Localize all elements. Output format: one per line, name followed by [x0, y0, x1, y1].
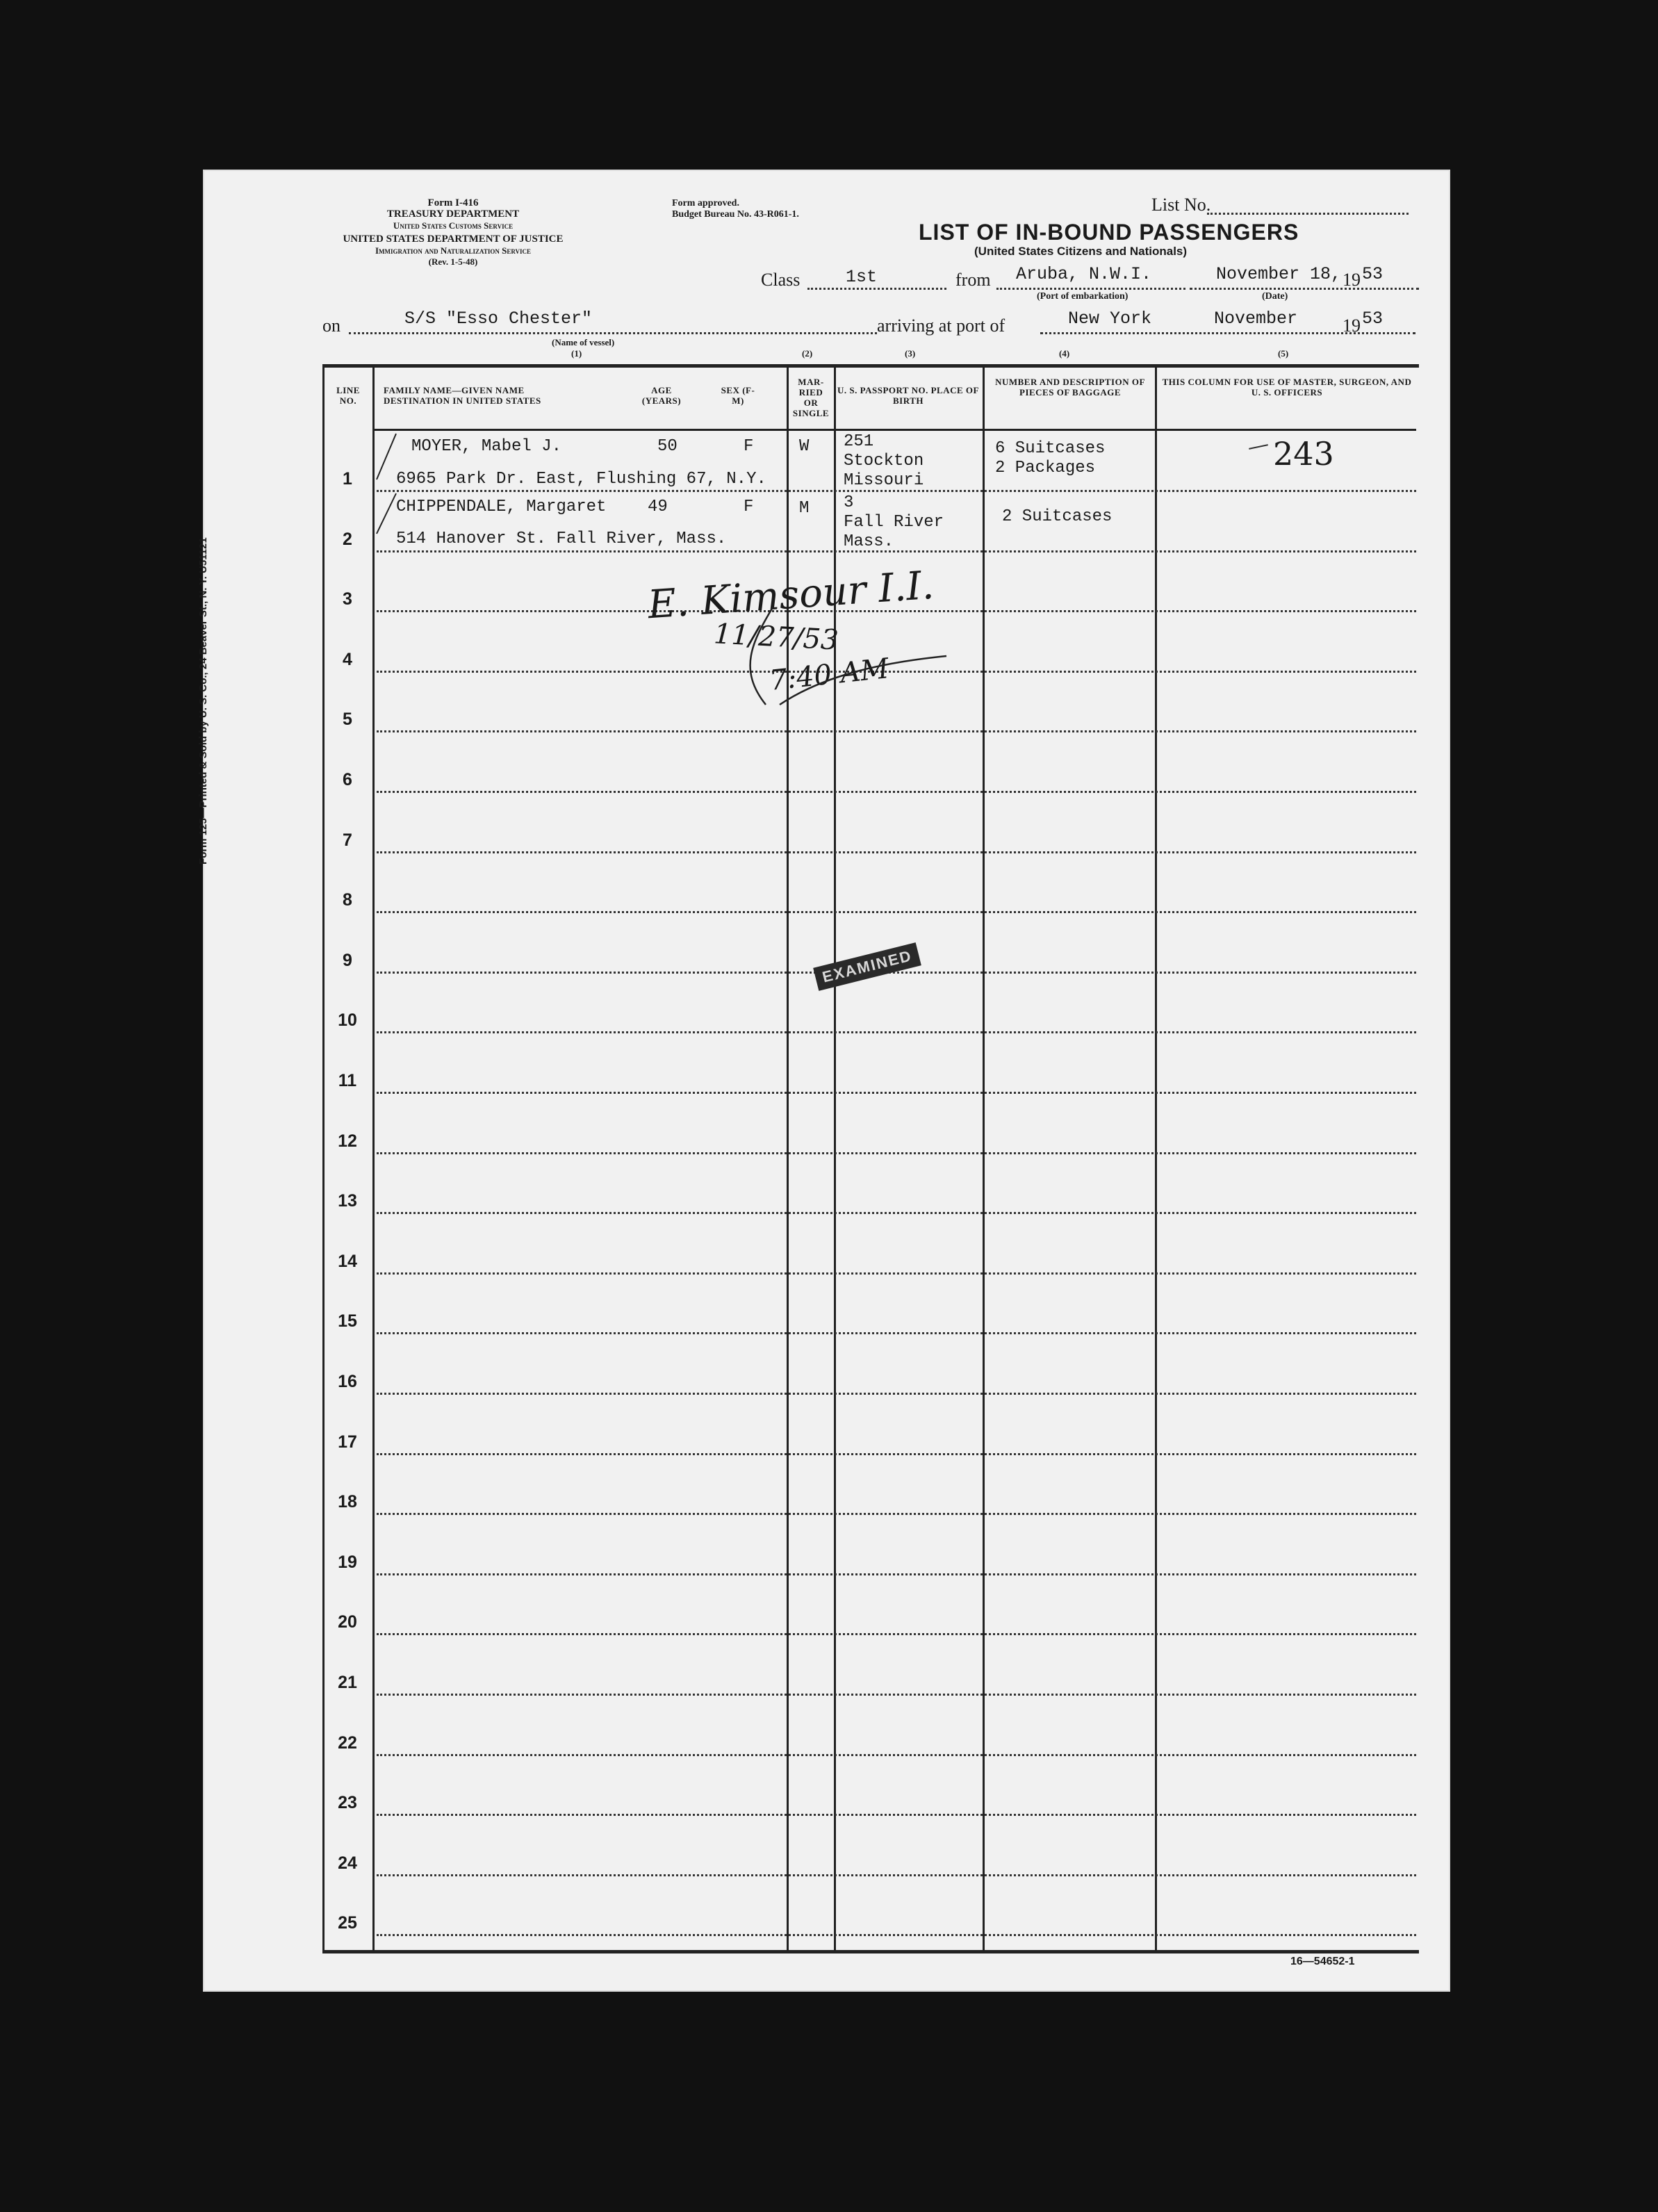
table-row-rule: [377, 1633, 1416, 1635]
table-row-rule: [377, 1393, 1416, 1395]
form-number: Form I-416: [427, 197, 479, 208]
col-head-sex: SEX (F-M): [721, 385, 755, 406]
col-divider-line: [372, 364, 375, 1952]
col-head-officers: THIS COLUMN FOR USE OF MASTER, SURGEON, AND U. S. OFFICERS: [1162, 377, 1412, 398]
table-top-rule: [322, 364, 1419, 368]
table-row-rule: [377, 1874, 1416, 1876]
col-num-3: (3): [905, 348, 916, 359]
passenger-2-baggage-1: 2 Suitcases: [1002, 507, 1113, 526]
revision: (Rev. 1-5-48): [428, 256, 478, 267]
line-number: 18: [338, 1492, 357, 1512]
departure-year: 53: [1362, 264, 1384, 284]
from-field: [996, 288, 1185, 290]
printer-side-text: Form 125—Printed & Sold by U. S. Co., 24 Beaver St., N. Y. U51121: [197, 537, 209, 865]
date-field: [1190, 288, 1419, 290]
table-row-rule: [377, 730, 1416, 732]
vessel-field: [349, 332, 877, 334]
arrival-year: 53: [1362, 309, 1384, 329]
date-caption: (Date): [1262, 291, 1288, 302]
table-bottom-rule: [322, 1950, 1419, 1953]
passenger-2-name: CHIPPENDALE, Margaret: [396, 498, 607, 516]
treasury-dept: TREASURY DEPARTMENT: [386, 208, 520, 220]
passenger-1-birth-state: Missouri: [844, 471, 924, 490]
col-head-passport: U. S. PASSPORT NO. PLACE OF BIRTH: [837, 385, 979, 406]
col-divider-baggage: [983, 364, 985, 1952]
col-head-line-no: LINE NO.: [336, 385, 360, 406]
col-num-5: (5): [1278, 348, 1289, 359]
page-title: LIST OF IN-BOUND PASSENGERS: [919, 220, 1299, 245]
signature-stroke-icon: [689, 600, 953, 712]
table-row-rule: [377, 1031, 1416, 1033]
passenger-1-baggage-1: 6 Suitcases: [995, 439, 1106, 458]
table-row-rule: [377, 1453, 1416, 1455]
passenger-1-age: 50: [657, 437, 678, 456]
passenger-1-birth-city: Stockton: [844, 452, 924, 470]
passenger-1-marital: W: [799, 437, 810, 456]
examined-stamp: EXAMINED: [813, 942, 921, 991]
line-number: 6: [343, 770, 352, 789]
passenger-2-birth-city: Fall River: [844, 513, 944, 532]
line-number: 15: [338, 1311, 357, 1332]
signature-time: 7:40 AM: [768, 653, 891, 697]
officer-dash: [1249, 444, 1268, 450]
line-number: 22: [338, 1732, 357, 1753]
table-row-rule: [377, 1332, 1416, 1334]
passenger-1-baggage-2: 2 Packages: [995, 459, 1096, 477]
col-head-name: FAMILY NAME—GIVEN NAME DESTINATION IN UNITED STATES: [384, 385, 541, 406]
table-row-rule: [377, 1814, 1416, 1816]
table-row-rule: [377, 1934, 1416, 1936]
line-number: 16: [338, 1372, 357, 1391]
arrival-month: November: [1214, 309, 1298, 329]
col-num-1: (1): [571, 348, 582, 359]
passenger-2-sex: F: [744, 498, 754, 516]
departure-date: November 18,: [1216, 264, 1342, 284]
line-number: 4: [343, 649, 352, 669]
line-number: 14: [338, 1251, 357, 1271]
arrival-port: New York: [1068, 309, 1152, 329]
passenger-1-name: MOYER, Mabel J.: [411, 437, 562, 456]
line-number: 25: [338, 1913, 357, 1933]
check-mark-icon: [364, 431, 406, 542]
table-row-rule: [377, 791, 1416, 793]
class-label: Class: [761, 270, 801, 290]
table-row-rule: [377, 1754, 1416, 1756]
line-number: 2: [343, 529, 352, 549]
table-row-rule: [377, 972, 1416, 974]
passenger-1-passport: 251: [844, 432, 874, 451]
class-value: 1st: [846, 267, 878, 287]
on-label: on: [322, 316, 340, 336]
line-number: 17: [338, 1432, 357, 1452]
page-subtitle: (United States Citizens and Nationals): [974, 245, 1188, 258]
line-number: 5: [343, 710, 352, 730]
passenger-1-address: 6965 Park Dr. East, Flushing 67, N.Y.: [396, 470, 766, 489]
line-number: 1: [343, 469, 352, 489]
year-prefix: 19: [1343, 270, 1361, 290]
passenger-1-sex: F: [744, 437, 754, 456]
vessel-caption: (Name of vessel): [552, 337, 615, 347]
embarkation-port: Aruba, N.W.I.: [1016, 264, 1152, 284]
list-no-label: List No.: [1151, 195, 1211, 215]
line-number: 23: [338, 1793, 357, 1813]
table-row-rule: [377, 1152, 1416, 1154]
table-row-rule: [377, 1694, 1416, 1696]
inspector-signature: E. Kimsour I.I.: [646, 562, 936, 628]
line-number: 13: [338, 1191, 357, 1211]
line-number: 8: [343, 890, 352, 910]
line-number: 3: [343, 589, 352, 609]
table-row-rule: [377, 1092, 1416, 1094]
from-label: from: [955, 270, 991, 290]
justice-dept: UNITED STATES DEPARTMENT OF JUSTICE: [343, 234, 564, 245]
vessel-name: S/S "Esso Chester": [404, 309, 593, 329]
line-number: 10: [338, 1010, 357, 1031]
passenger-2-address: 514 Hanover St. Fall River, Mass.: [396, 530, 727, 548]
arriving-label: arriving at port of: [877, 316, 1006, 336]
passenger-2-birth-state: Mass.: [844, 532, 894, 551]
table-row-rule: [377, 851, 1416, 853]
class-field: [807, 288, 946, 290]
col-head-married: MAR-RIED OR SINGLE: [792, 377, 830, 418]
table-row-rule: [377, 1573, 1416, 1575]
col-num-4: (4): [1059, 348, 1070, 359]
col-num-2: (2): [802, 348, 813, 359]
line-number: 20: [338, 1612, 357, 1632]
line-number: 11: [338, 1071, 357, 1090]
passenger-2-age: 49: [648, 498, 668, 516]
table-row-rule: [377, 1272, 1416, 1275]
arrival-year-prefix: 19: [1343, 316, 1361, 336]
table-row-rule: [377, 490, 1416, 492]
table-header-rule: [374, 429, 1416, 431]
customs-service: United States Customs Service: [393, 220, 514, 231]
passenger-2-marital: M: [799, 499, 810, 518]
form-approved: Form approved.: [672, 198, 739, 208]
line-number: 21: [338, 1673, 357, 1692]
table-row-rule: [377, 1212, 1416, 1214]
table-row-rule: [377, 550, 1416, 552]
col-head-age: AGE (YEARS): [641, 385, 682, 406]
budget-bureau: Budget Bureau No. 43-R061-1.: [672, 209, 799, 220]
line-number: 19: [338, 1552, 357, 1572]
line-number: 9: [343, 950, 352, 970]
col-head-baggage: NUMBER AND DESCRIPTION OF PIECES OF BAGGAGE: [995, 377, 1145, 398]
line-number: 12: [338, 1131, 357, 1151]
officer-number: 243: [1273, 435, 1334, 473]
signature-date: 11/27/53: [712, 618, 839, 657]
line-number: 24: [338, 1853, 357, 1873]
passenger-2-passport: 3: [844, 493, 854, 512]
passenger-list-sheet: [197, 170, 1450, 1992]
table-left-rule: [322, 364, 325, 1952]
line-number: 7: [343, 830, 352, 850]
list-no-field: [1207, 213, 1409, 215]
col-divider-officers: [1155, 364, 1157, 1952]
table-row-rule: [377, 911, 1416, 913]
table-row-rule: [377, 1513, 1416, 1515]
ins-service: Immigration and Naturalization Service: [375, 245, 532, 256]
embark-caption: (Port of embarkation): [1037, 291, 1128, 302]
footer-code: 16—54652-1: [1290, 1956, 1355, 1967]
